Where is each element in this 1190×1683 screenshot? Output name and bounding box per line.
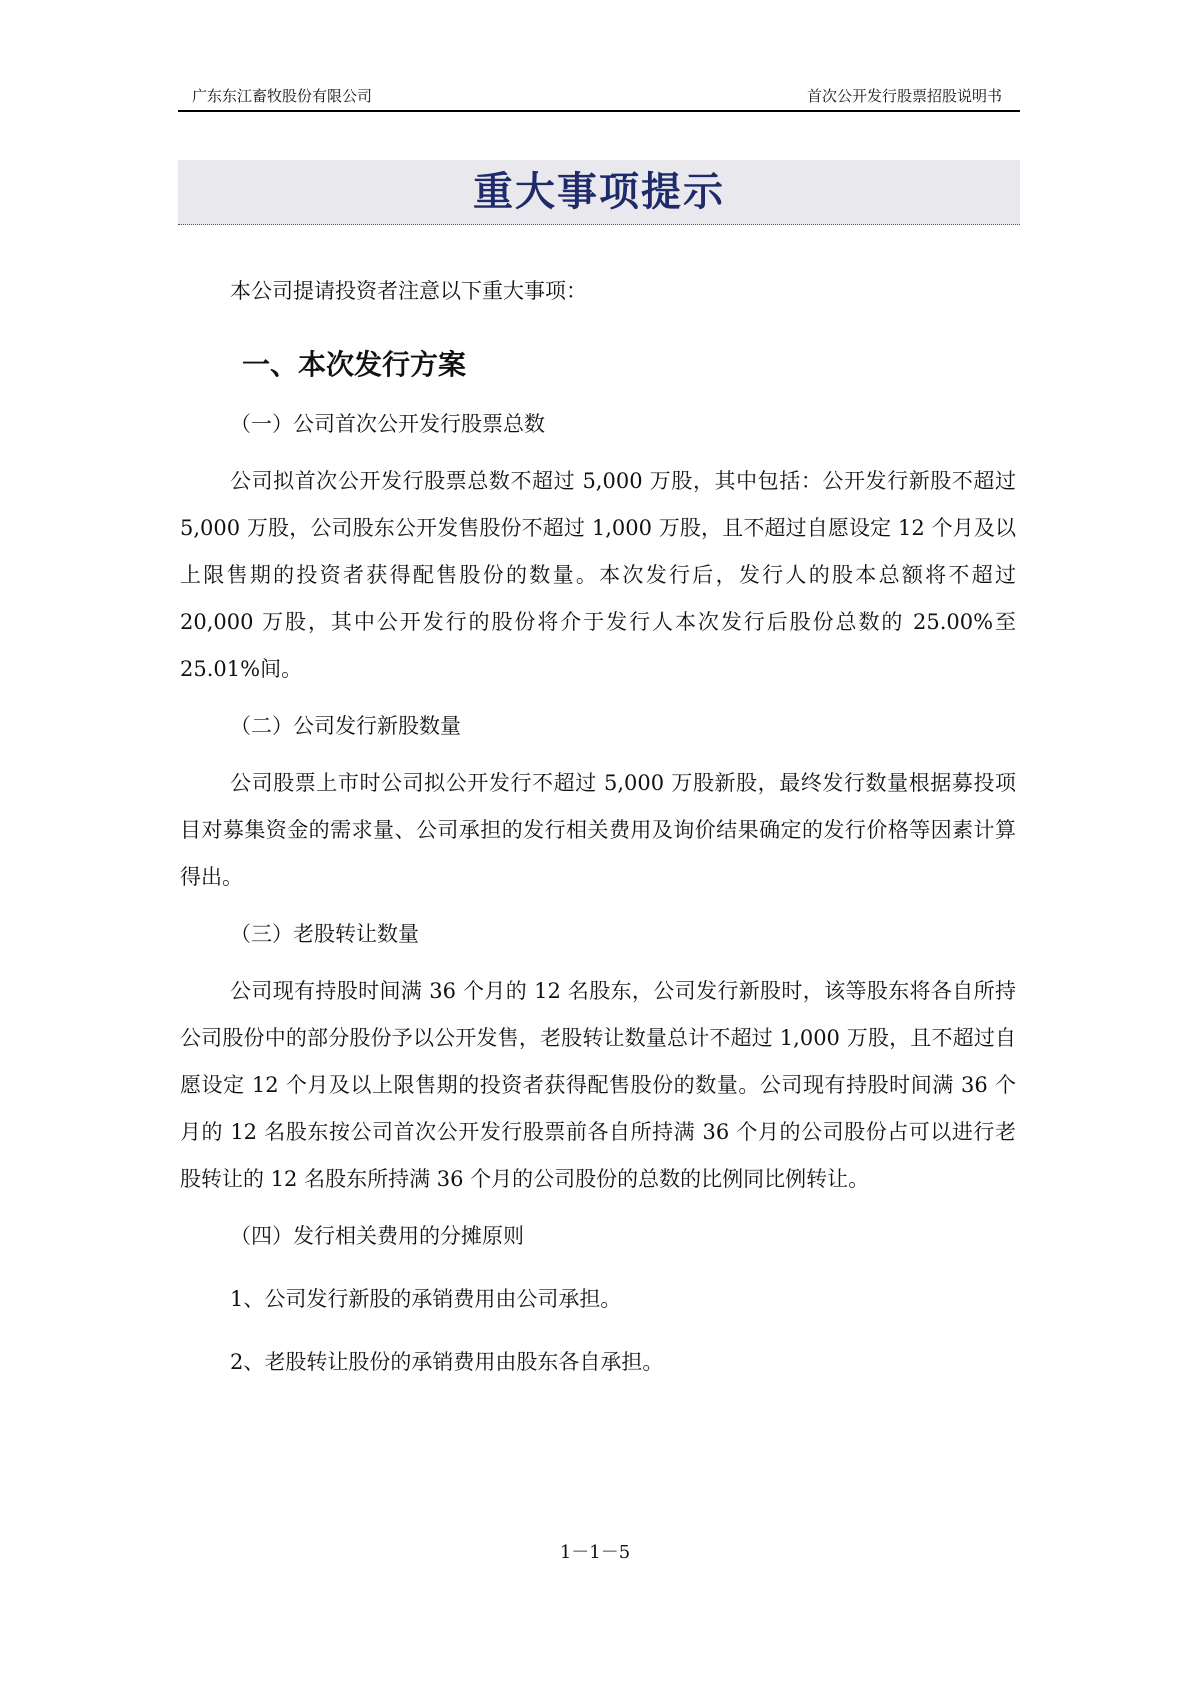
header-document-title: 首次公开发行股票招股说明书 bbox=[806, 87, 1002, 105]
section-heading-issuance-plan: 一、本次发行方案 bbox=[242, 348, 467, 381]
list-item: 1、公司发行新股的承销费用由公司承担。 bbox=[230, 1287, 622, 1311]
subsection-heading-expense-allocation: （四）发行相关费用的分摊原则 bbox=[230, 1224, 524, 1248]
paragraph-total-shares: 公司拟首次公开发行股票总数不超过 5,000 万股，其中包括：公开发行新股不超过 5,000 万股，公司股东公开发售股份不超过 1,000 万股，且不超过自愿设定 12 个月及以上限售期的投资者获得配售股份的数量。本次发行后，发行人的股本总额将不超过 20,000 万股，其中公开发行的股份将介于发行人本次发行后股份总数的 25.00%至 25.01%间。 bbox=[180, 469, 1016, 681]
header-company-name: 广东东江畜牧股份有限公司 bbox=[192, 87, 373, 105]
paragraph-new-shares: 公司股票上市时公司拟公开发行不超过 5,000 万股新股，最终发行数量根据募投项目对募集资金的需求量、公司承担的发行相关费用及询价结果确定的发行价格等因素计算得出。 bbox=[180, 771, 1016, 889]
page-header bbox=[178, 86, 1020, 112]
subsection-heading-new-shares: （二）公司发行新股数量 bbox=[230, 714, 461, 738]
title-band bbox=[178, 160, 1020, 225]
subsection-heading-share-transfer: （三）老股转让数量 bbox=[230, 922, 419, 946]
subsection-heading-total-shares: （一）公司首次公开发行股票总数 bbox=[230, 412, 545, 436]
page-number: 1－1－5 bbox=[559, 1542, 631, 1563]
main-content bbox=[180, 268, 1016, 1386]
paragraph-share-transfer: 公司现有持股时间满 36 个月的 12 名股东，公司发行新股时，该等股东将各自所持公司股份中的部分股份予以公开发售，老股转让数量总计不超过 1,000 万股，且不超过自愿设定 12 个月及以上限售期的投资者获得配售股份的数量。公司现有持股时间满 36 个月的 12 名股东按公司首次公开发行股票前各自所持满 36 个月的公司股份占可以进行老股转让的 12 名股东所持满 36 个月的公司股份的总数的比例同比例转让。 bbox=[180, 979, 1016, 1191]
list-item: 2、老股转让股份的承销费用由股东各自承担。 bbox=[230, 1350, 664, 1374]
page-title: 重大事项提示 bbox=[473, 169, 725, 215]
intro-text: 本公司提请投资者注意以下重大事项： bbox=[230, 279, 587, 303]
